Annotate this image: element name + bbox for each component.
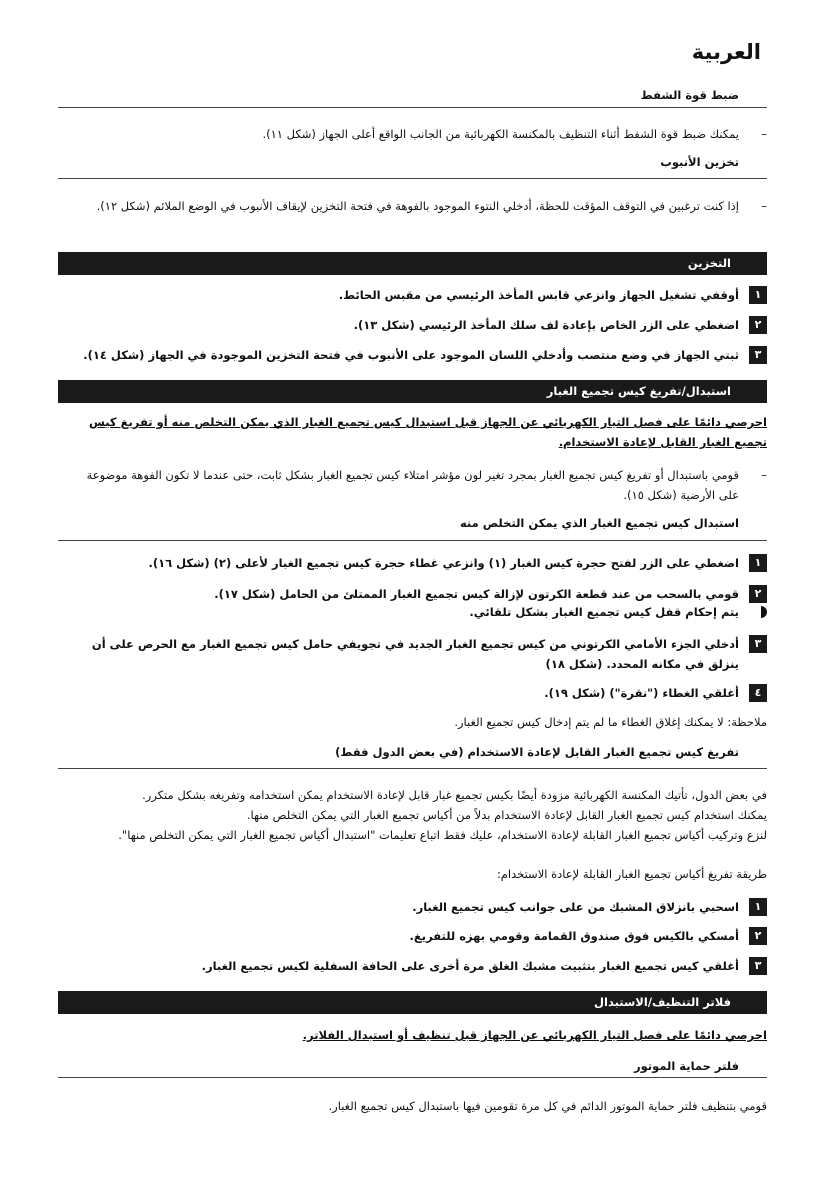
- step-number: ٢: [749, 585, 767, 603]
- divider: [58, 1077, 767, 1078]
- reusable-bag-heading: تفريغ كيس تجميع الغبار القابل لإعادة الاستخدام (في بعض الدول فقط): [335, 745, 739, 759]
- suction-heading: ضبط قوة الشفط: [640, 88, 739, 102]
- paragraph: لنزع وتركيب أكياس تجميع الغبار القابلة لإعادة الاستخدام، عليك فقط اتباع تعليمات "استبدال أكياس تجميع الغبار التي يمكن التخلص منها".: [118, 828, 767, 842]
- dash-marker: –: [761, 199, 767, 213]
- step-text: قومي بالسحب من عند قطعة الكرتون لإزالة كيس تجميع الغبار الممتلئ من الحامل (شكل ١٧).: [214, 587, 739, 601]
- step-item: [78, 553, 767, 573]
- sub-note: [78, 603, 739, 621]
- step-text: اضغطي على الزر لفتح حجرة كيس الغبار (١) وانزعي غطاء حجرة كيس تجميع الغبار لأعلى (٢) (شكل ١٦).: [148, 556, 739, 570]
- paragraph: يمكنك استخدام كيس تجميع الغبار القابل لإعادة الاستخدام بدلاً من أكياس تجميع الغبار التي يمكن التخلص منها.: [246, 808, 767, 822]
- bullet-text: إذا كنت ترغبين في التوقف المؤقت للحظة، أدخلي النتوء الموجود بالفوهة في فتحة التخزين لإيقاف الأنبوب في الوضع الملائم (شكل ١٢).: [96, 199, 739, 213]
- step-item: [78, 285, 767, 305]
- bar-title: فلاتر التنظيف/الاستبدال: [594, 995, 731, 1009]
- step-text: أوقفي تشغيل الجهاز وانزعي قابس المأخذ الرئيسي من مقبس الحائط.: [338, 288, 739, 302]
- step-number: ٢: [749, 316, 767, 334]
- step-item: [78, 683, 767, 703]
- step-item: [78, 584, 767, 604]
- bar-title: استبدال/تفريغ كيس تجميع الغبار: [546, 384, 731, 398]
- step-text: أغلقي كيس تجميع الغبار بتثبيت مشبك الغلق مرة أخرى على الحافة السفلية لكيس تجميع الغبار.: [201, 959, 739, 973]
- disposable-bag-heading: استبدال كيس تجميع الغبار الذي يمكن التخلص منه: [459, 516, 739, 530]
- step-number: ١: [749, 898, 767, 916]
- step-item: [78, 897, 767, 917]
- section-bar-storage: [58, 252, 767, 275]
- warning-text: [58, 412, 767, 452]
- note-text: ملاحظة: لا يمكنك إغلاق الغطاء ما لم يتم إدخال كيس تجميع الغبار.: [454, 715, 767, 729]
- paragraph: في بعض الدول، تأتيك المكنسة الكهربائية مزودة أيضًا بكيس تجميع غبار قابل لإعادة الاستخدام يمكن استخدامه وتفريغه بشكل متكرر.: [142, 788, 767, 802]
- list-item: [78, 124, 767, 144]
- section-bar-filters: [58, 991, 767, 1014]
- step-item: [78, 926, 767, 946]
- step-item: [78, 315, 767, 335]
- step-number: ٣: [749, 957, 767, 975]
- step-text: أمسكي بالكيس فوق صندوق القمامة وقومي بهزه للتفريغ.: [409, 929, 739, 943]
- motor-filter-heading: فلتر حماية الموتور: [633, 1059, 739, 1073]
- divider: [58, 178, 767, 179]
- step-item: [78, 956, 767, 976]
- step-number: ١: [749, 554, 767, 572]
- section-bar-dust-bag: [58, 380, 767, 403]
- bullet-text: يمكنك ضبط قوة الشفط أثناء التنظيف بالمكنسة الكهربائية من الجانب الواقع أعلى الجهاز (شكل ١١).: [262, 127, 739, 141]
- warning-text: [58, 1025, 767, 1045]
- step-number: ٢: [749, 927, 767, 945]
- dash-marker: –: [761, 468, 767, 482]
- warning-label: احرصي دائمًا على فصل التيار الكهربائي عن الجهاز قبل استبدال كيس تجميع الغبار الذي يمكن التخلص منه أو تفريغ كيس تجميع الغبار القابل لإعادة الاستخدام.: [88, 415, 767, 449]
- bullet-text: قومي باستبدال أو تفريغ كيس تجميع الغبار بمجرد تغير لون مؤشر امتلاء كيس تجميع الغبار بشكل ثابت، حتى عندما لا تكون الفوهة موضوعة على الأرضية (شكل ١٥).: [86, 468, 739, 502]
- step-number: ٤: [749, 684, 767, 702]
- divider: [58, 768, 767, 769]
- paragraph: طريقة تفريغ أكياس تجميع الغبار القابلة لإعادة الاستخدام:: [496, 867, 767, 881]
- dash-marker: –: [761, 127, 767, 141]
- step-item: [78, 345, 767, 365]
- step-text: ثبتي الجهاز في وضع منتصب وأدخلي اللسان الموجود على الأنبوب في فتحة التخزين الموجودة في الجهاز (شكل ١٤).: [83, 348, 739, 362]
- divider: [58, 107, 767, 108]
- step-item: [78, 634, 767, 674]
- step-number: ١: [749, 286, 767, 304]
- sub-note-text: يتم إحكام قفل كيس تجميع الغبار بشكل تلقائي.: [469, 605, 739, 619]
- list-item: [78, 465, 767, 505]
- step-number: ٣: [749, 635, 767, 653]
- step-text: أدخلي الجزء الأمامي الكرتوني من كيس تجميع الغبار الجديد في تجويفي حامل كيس تجميع الغبار مع الحرص على أن ينزلق في مكانه المحدد. (شكل ١٨): [91, 637, 739, 671]
- bar-title: التخزين: [687, 256, 731, 270]
- list-item: [78, 196, 767, 216]
- step-text: أغلقي الغطاء ("نقرة") (شكل ١٩).: [544, 686, 739, 700]
- half-circle-icon: [755, 606, 767, 618]
- step-text: اضغطي على الزر الخاص بإعادة لف سلك المأخذ الرئيسي (شكل ١٣).: [353, 318, 739, 332]
- tube-storage-heading: تخزين الأنبوب: [660, 155, 739, 169]
- paragraph: قومي بتنظيف فلتر حماية الموتور الدائم في كل مرة تقومين فيها باستبدال كيس تجميع الغبار.: [328, 1099, 767, 1113]
- step-number: ٣: [749, 346, 767, 364]
- step-text: اسحبي بانزلاق المشبك من على جوانب كيس تجميع الغبار.: [412, 900, 739, 914]
- warning-label: احرصي دائمًا على فصل التيار الكهربائي عن الجهاز قبل تنظيف أو استبدال الفلاتر.: [302, 1028, 767, 1042]
- divider: [58, 540, 767, 541]
- language-title: العربية: [691, 40, 761, 64]
